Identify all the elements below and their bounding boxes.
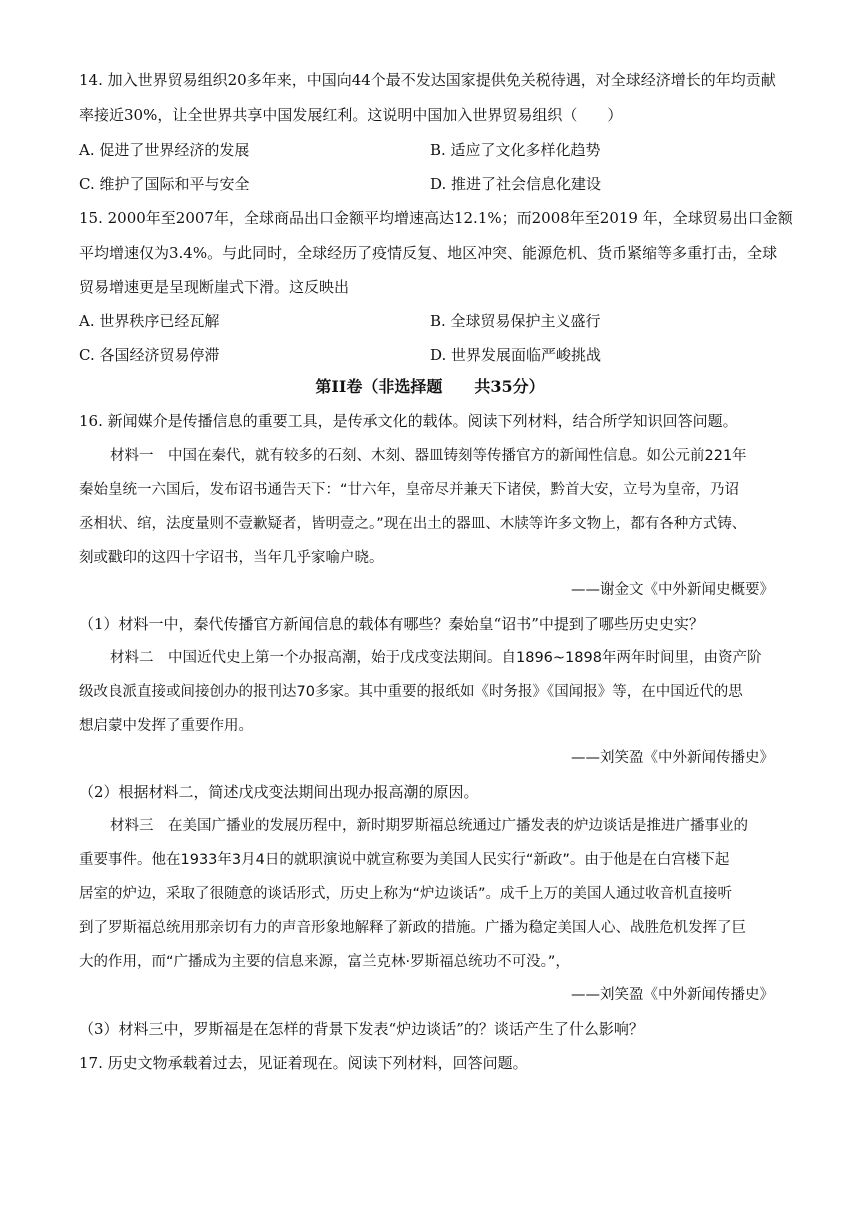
q16-subquestion-1: （1）材料一中，秦代传播官方新闻信息的载体有哪些？秦始皇“诏书”中提到了哪些历史史实？ <box>79 615 704 633</box>
q16-subquestion-3: （3）材料三中，罗斯福是在怎样的背景下发表“炉边谈话”的？谈话产生了什么影响？ <box>79 1020 644 1038</box>
q14-option-b: B. 适应了文化多样化趋势 <box>430 141 601 159</box>
q16-material-3-line-1: 材料三 在美国广播业的发展历程中，新时期罗斯福总统通过广播发表的炉边谈话是推进广播事业的 <box>110 818 748 834</box>
q14-option-c: C. 维护了国际和平与安全 <box>79 175 250 193</box>
q16-material-3-line-2: 重要事件。他在1933年3月4日的就职演说中就宣称要为美国人民实行“新政”。由于他是在白宫楼下起 <box>79 852 730 868</box>
q16-material-3-line-3: 居室的炉边，采取了很随意的谈话形式，历史上称为“炉边谈话”。成千上万的美国人通过收音机直接听 <box>79 886 733 902</box>
q17-intro: 17. 历史文物承载着过去，见证着现在。阅读下列材料，回答问题。 <box>79 1054 528 1072</box>
q16-material-2-line-1: 材料二 中国近代史上第一个办报高潮，始于戊戌变法期间。自1896~1898年两年时间里，由资产阶 <box>110 650 762 666</box>
q16-material-2-line-2: 级改良派直接或间接创办的报刊达70多家。其中重要的报纸如《时务报》《国闻报》等，在中国近代的思 <box>79 684 743 700</box>
q16-material-3-line-4: 到了罗斯福总统用那亲切有力的声音形象地解释了新政的措施。广播为稳定美国人心、战胜危机发挥了巨 <box>79 920 746 936</box>
q15-option-b: B. 全球贸易保护主义盛行 <box>430 312 601 330</box>
section-title: 第II卷（非选择题 共35分） <box>315 377 545 396</box>
q16-material-1-source: ——谢金文《中外新闻史概要》 <box>571 582 774 598</box>
q14-stem-line-2: 率接近30%，让全世界共享中国发展红利。这说明中国加入世界贸易组织（ ） <box>79 106 623 124</box>
q14-option-a: A. 促进了世界经济的发展 <box>79 141 250 159</box>
q15-option-d: D. 世界发展面临严峻挑战 <box>430 346 602 364</box>
q16-material-2-source: ——刘笑盈《中外新闻传播史》 <box>571 750 774 766</box>
q15-stem-line-3: 贸易增速更是呈现断崖式下滑。这反映出 <box>79 278 350 296</box>
q16-material-1-line-3: 丞相状、绾，法度量则不壹歉疑者，皆明壹之。”现在出土的器皿、木牍等许多文物上，都有各种方式铸、 <box>79 516 747 532</box>
q15-option-c: C. 各国经济贸易停滞 <box>79 346 220 364</box>
q15-option-a: A. 世界秩序已经瓦解 <box>79 312 220 330</box>
q16-subquestion-2: （2）根据材料二，简述戊戌变法期间出现办报高潮的原因。 <box>79 783 479 801</box>
q16-material-3-line-5: 大的作用，而“广播成为主要的信息来源，富兰克林·罗斯福总统功不可没。”， <box>79 954 570 970</box>
q16-intro: 16. 新闻媒介是传播信息的重要工具，是传承文化的载体。阅读下列材料，结合所学知识回答问题。 <box>79 412 738 430</box>
q16-material-1-line-4: 刻或戳印的这四十字诏书，当年几乎家喻户晓。 <box>79 550 384 566</box>
q16-material-3-source: ——刘笑盈《中外新闻传播史》 <box>571 987 774 1003</box>
q14-option-d: D. 推进了社会信息化建设 <box>430 175 602 193</box>
q16-material-1-line-1: 材料一 中国在秦代，就有较多的石刻、木刻、器皿铸刻等传播官方的新闻性信息。如公元前221年 <box>110 448 747 464</box>
q15-stem-line-2: 平均增速仅为3.4%。与此同时，全球经历了疫情反复、地区冲突、能源危机、货币紧缩等多重打击，全球 <box>79 244 778 262</box>
q14-stem-line-1: 14. 加入世界贸易组织20多年来，中国向44个最不发达国家提供免关税待遇，对全球经济增长的年均贡献 <box>79 71 776 89</box>
q16-material-2-line-3: 想启蒙中发挥了重要作用。 <box>79 718 253 734</box>
q15-stem-line-1: 15. 2000年至2007年，全球商品出口金额平均增速高达12.1%；而2008年至2019 年，全球贸易出口金额 <box>79 209 793 227</box>
q16-material-1-line-2: 秦始皇统一六国后，发布诏书通告天下：“廿六年，皇帝尽并兼天下诸侯，黔首大安，立号为皇帝，乃诏 <box>79 482 740 498</box>
